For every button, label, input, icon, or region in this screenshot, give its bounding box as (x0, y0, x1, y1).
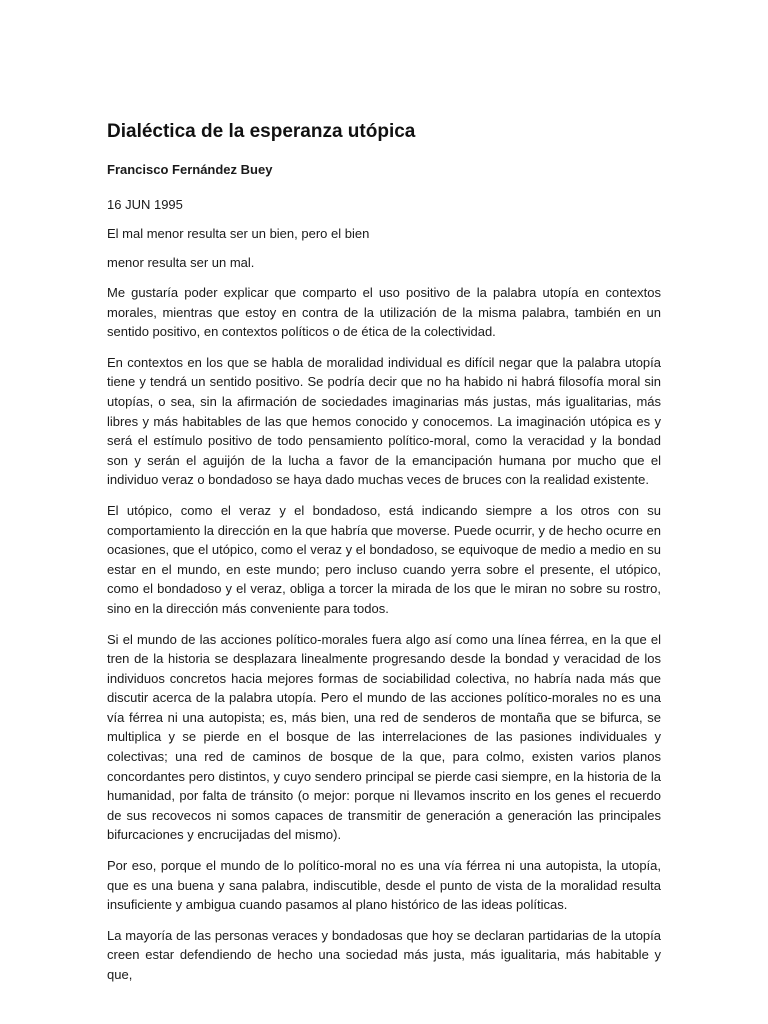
body-paragraph: Me gustaría poder explicar que comparto el uso positivo de la palabra utopía en contextos morales, mientras que estoy en contra de la utilización de la misma palabra, también en un sentido positivo, en contextos políticos o de ética de la colectividad. (107, 285, 661, 340)
document-author: Francisco Fernández Buey (107, 162, 273, 177)
epigraph-line: El mal menor resulta ser un bien, pero el bien (107, 226, 370, 241)
body-paragraph: El utópico, como el veraz y el bondadoso, está indicando siempre a los otros con su comportamiento la dirección en la que habría que moverse. Puede ocurrir, y de hecho ocurre en ocasiones, que el utópico, como el veraz y el bondadoso, se equivoque de medio a medio en su estar en el mundo, en este mundo; pero incluso cuando yerra sobre el presente, el utópico, como el bondadoso y el veraz, obliga a torcer la mirada de los que le miran no sobre su rostro, sino en la dirección más conveniente para todos. (107, 502, 661, 616)
body-paragraph: En contextos en los que se habla de moralidad individual es difícil negar que la palabra utopía tiene y tendrá un sentido positivo. Se podría decir que no ha habido ni habrá filosofía moral sin utopías, o sea, sin la afirmación de sociedades imaginarias más justas, más igualitarias, más libres y más habitables de las que hemos conocido y conocemos. La imaginación utópica es y será el estímulo positivo de todo pensamiento político-moral, como la veracidad y la bondad son y serán el aguijón de la lucha a favor de la emancipación humana por mucho que el individuo veraz o bondadoso se haya dado muchas veces de bruces con la realidad existente. (107, 354, 661, 488)
document-date: 16 JUN 1995 (107, 197, 183, 212)
body-paragraph: Por eso, porque el mundo de lo político-moral no es una vía férrea ni una autopista, la utopía, que es una buena y sana palabra, indiscutible, desde el punto de vista de la moralidad resulta insuficiente y ambigua cuando pasamos al plano histórico de las ideas políticas. (107, 858, 661, 913)
body-paragraph: Si el mundo de las acciones político-morales fuera algo así como una línea férrea, en la que el tren de la historia se desplazara linealmente progresando desde la bondad y veracidad de los individuos concretos hacia mejores formas de sociabilidad colectiva, no habría nada más que discutir acerca de la palabra utopía. Pero el mundo de las acciones político-morales no es una vía férrea ni una autopista; es, más bien, una red de senderos de montaña que se bifurca, se multiplica y se pierde en el bosque de las interrelaciones de las pasiones individuales y colectivas; una red de caminos de bosque de la que, para colmo, existen varios planos concordantes pero distintos, y cuyo sendero principal se pierde casi siempre, en la historia de la humanidad, por falta de tránsito (o mejor: porque ni llevamos inscrito en los genes el recuerdo de sus recovecos ni somos capaces de transmitir de generación a generación las principales bifurcaciones y encrucijadas del mismo). (107, 631, 661, 843)
epigraph-line: menor resulta ser un mal. (107, 255, 255, 270)
body-paragraph: La mayoría de las personas veraces y bondadosas que hoy se declaran partidarias de la utopía creen estar defendiendo de hecho una sociedad más justa, más igualitaria, más habitable y que, (107, 927, 661, 982)
document-title: Dialéctica de la esperanza utópica (107, 121, 416, 142)
